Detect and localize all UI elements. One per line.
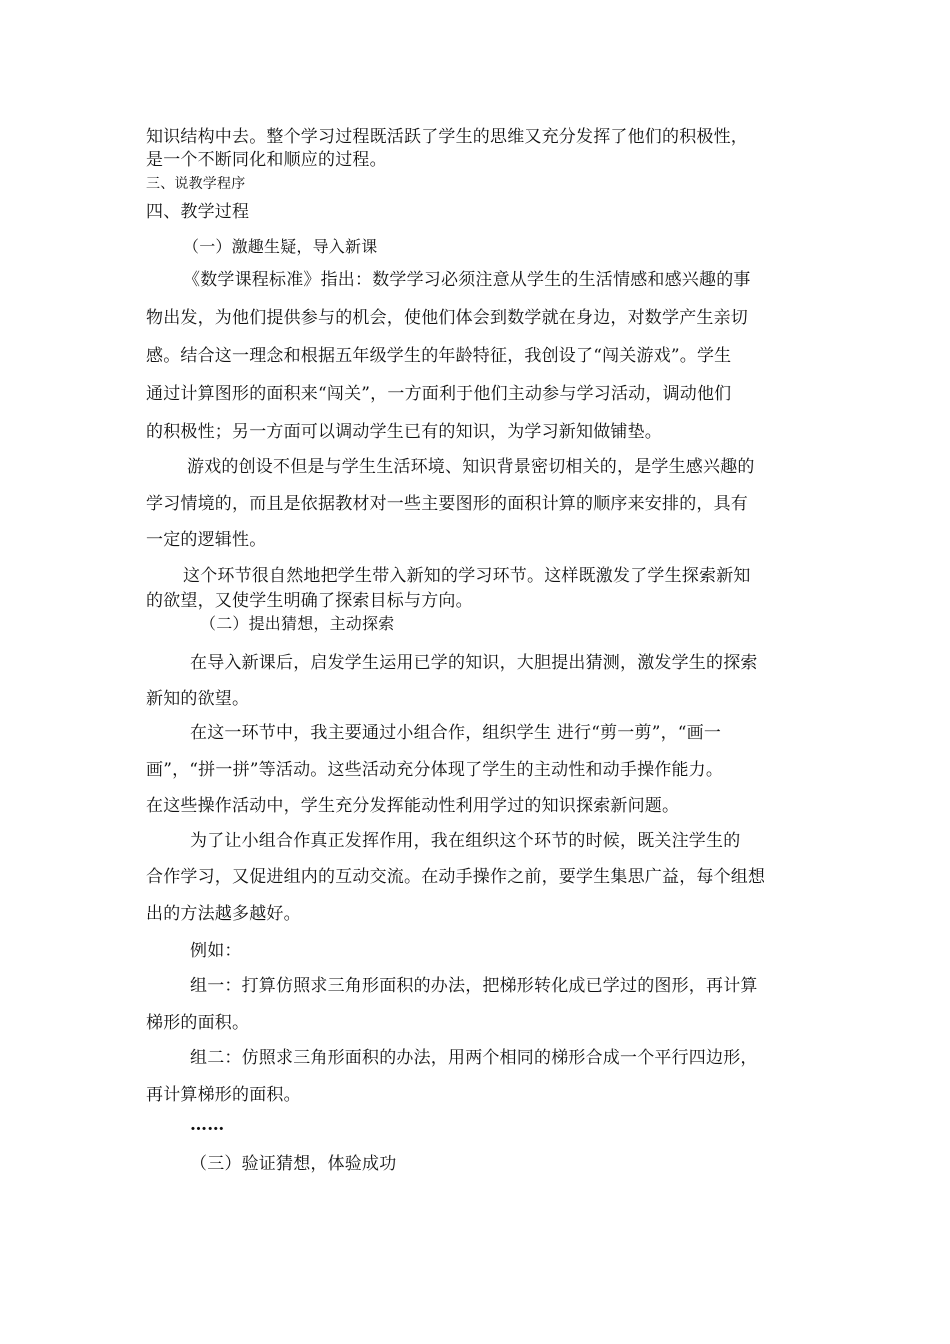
text-line: 组一：打算仿照求三角形面积的办法，把梯形转化成已学过的图形，再计算 <box>190 976 758 996</box>
text-line: 学习情境的，而且是依据教材对一些主要图形的面积计算的顺序来安排的，具有 <box>146 494 748 514</box>
text-line: 再计算梯形的面积。 <box>146 1085 301 1105</box>
text-line: 物出发，为他们提供参与的机会，使他们体会到数学就在身边，对数学产生亲切 <box>146 308 748 328</box>
text-line: 这个环节很自然地把学生带入新知的学习环节。这样既激发了学生探索新知 <box>183 566 751 586</box>
text-line: 新知的欲望。 <box>146 689 250 709</box>
section-heading: 四、教学过程 <box>146 202 250 222</box>
text-line: 的积极性；另一方面可以调动学生已有的知识，为学习新知做铺垫。 <box>146 422 662 442</box>
text-line: 画”，“拼一拼”等活动。这些活动充分体现了学生的主动性和动手操作能力。 <box>146 760 724 780</box>
text-line: 的欲望，又使学生明确了探索目标与方向。 <box>146 591 473 611</box>
text-line: 例如： <box>190 941 242 961</box>
text-line: 在导入新课后，启发学生运用已学的知识，大胆提出猜测，激发学生的探索 <box>190 653 758 673</box>
subsection-heading: （二）提出猜想，主动探索 <box>200 614 395 633</box>
text-line: 出的方法越多越好。 <box>146 904 301 924</box>
text-line: 《数学课程标准》指出：数学学习必须注意从学生的生活情感和感兴趣的事 <box>183 270 751 290</box>
text-line: 在这些操作活动中，学生充分发挥能动性利用学过的知识探索新问题。 <box>146 796 680 816</box>
ellipsis: …… <box>190 1115 225 1135</box>
section-heading: 三、说教学程序 <box>146 176 246 192</box>
text-line: 梯形的面积。 <box>146 1013 250 1033</box>
text-line: 是一个不断同化和顺应的过程。 <box>146 150 387 170</box>
text-line: 知识结构中去。整个学习过程既活跃了学生的思维又充分发挥了他们的积极性， <box>146 127 748 147</box>
text-line: 为了让小组合作真正发挥作用，我在组织这个环节的时候，既关注学生的 <box>190 831 741 851</box>
text-line: 通过计算图形的面积来“闯关”，一方面利于他们主动参与学习活动，调动他们 <box>146 384 732 404</box>
subsection-heading: （三）验证猜想，体验成功 <box>190 1154 397 1174</box>
text-line: 在这一环节中，我主要通过小组合作，组织学生 进行“剪一剪”，“画一 <box>190 723 722 743</box>
text-line: 一定的逻辑性。 <box>146 530 267 550</box>
subsection-heading: （一）激趣生疑，导入新课 <box>183 237 378 256</box>
text-line: 合作学习，又促进组内的互动交流。在动手操作之前，要学生集思广益，每个组想 <box>146 867 766 887</box>
text-line: 游戏的创设不但是与学生生活环境、知识背景密切相关的，是学生感兴趣的 <box>187 457 755 477</box>
text-line: 感。结合这一理念和根据五年级学生的年龄特征，我创设了“闯关游戏”。学生 <box>146 346 732 366</box>
text-line: 组二：仿照求三角形面积的办法，用两个相同的梯形合成一个平行四边形， <box>190 1048 758 1068</box>
